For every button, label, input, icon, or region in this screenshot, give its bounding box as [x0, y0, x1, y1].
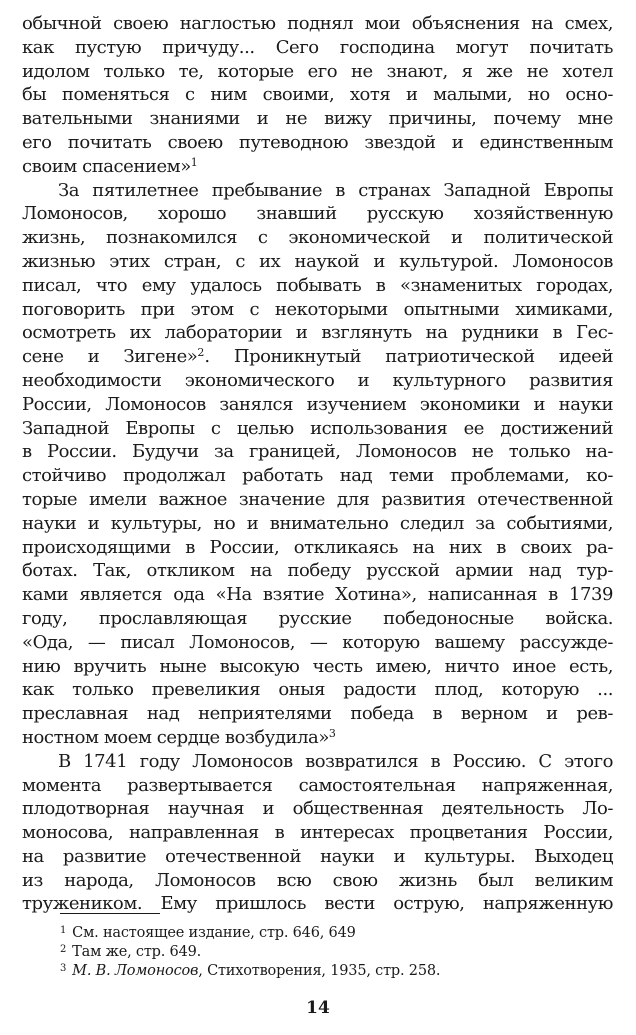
text-line: нию вручить ныне высокую честь имею, ничто иное есть, [22, 655, 613, 677]
text-line: вательными знаниями и не вижу причины, почему мне [22, 108, 613, 130]
text-line: как только превеликия оныя радости плод, которую ... [22, 679, 613, 701]
text-line: жизнью этих стран, с их наукой и культурой. Ломоносов [22, 250, 613, 272]
text-line: необходимости экономического и культурного развития [22, 369, 613, 391]
text-line: из народа, Ломоносов всю свою жизнь был великим [22, 869, 613, 891]
text-line [22, 345, 613, 369]
text-line: Ломоносов, хорошо знавший русскую хозяйственную [22, 203, 613, 225]
text-line: моносова, направленная в интересах процветания России, [22, 822, 613, 844]
footnote-ref: 1 [190, 155, 198, 169]
text-line: России, Ломоносов занялся изучением экономики и науки [22, 393, 613, 415]
text-line: на развитие отечественной науки и культуры. Выходец [22, 845, 613, 867]
text-fragment: . Проникнутый патриотической идеей [204, 346, 613, 368]
text-line [22, 155, 613, 179]
text-fragment: своим спасением» [22, 155, 191, 177]
text-line: в России. Будучи за границей, Ломоносов не только на- [22, 441, 613, 463]
footnote-mark: 2 [60, 944, 67, 955]
text-line: тружеником. Ему пришлось вести острую, напряженную [22, 893, 613, 915]
footnote-text: См. настоящее издание, стр. 646, 649 [72, 925, 356, 941]
footnote [60, 921, 620, 940]
text-line: как пустую причуду... Сего господина могут почитать [22, 36, 613, 58]
text-line: его почитать своею путеводною звездой и единственным [22, 131, 613, 153]
text-fragment: ностном моем сердце возбудила» [22, 726, 329, 748]
text-line: бы поменяться с ним своими, хотя и малыми, но осно- [22, 84, 613, 106]
text-line: Западной Европы с целью использования ее достижений [22, 417, 613, 439]
text-line: плодотворная научная и общественная деятельность Ло- [22, 798, 613, 820]
text-line: жизнь, познакомился с экономической и политической [22, 227, 613, 249]
footnote [60, 940, 620, 959]
footnote-mark: 3 [60, 963, 67, 974]
footnote-author: М. В. Ломоносов [72, 963, 199, 979]
page-number: 14 [306, 998, 330, 1018]
text-line: осмотреть их лаборатории и взглянуть на рудники в Гес- [22, 322, 613, 344]
footnote [60, 959, 620, 978]
footnotes [60, 921, 620, 978]
text-fragment: сене и Зигене» [22, 346, 198, 368]
text-line: науки и культуры, но и внимательно следил за событиями, [22, 512, 613, 534]
footnote-divider [60, 913, 160, 914]
footnote-text: , Стихотворения, 1935, стр. 258. [198, 963, 441, 979]
text-line: ками является ода «На взятие Хотина», написанная в 1739 [22, 584, 613, 606]
text-line: году, прославляющая русские победоносные войска. [22, 607, 613, 629]
text-line: момента развертывается самостоятельная напряженная, [22, 774, 613, 796]
text-line: торые имели важное значение для развития отечественной [22, 488, 613, 510]
body-text [22, 12, 613, 916]
footnote-text: Там же, стр. 649. [72, 944, 202, 960]
paragraph-start-line: В 1741 году Ломоносов возвратился в Россию. С этого [58, 750, 613, 772]
footnote-ref: 2 [197, 346, 205, 360]
text-line: стойчиво продолжал работать над теми проблемами, ко- [22, 465, 613, 487]
text-line: идолом только те, которые его не знают, я же не хотел [22, 60, 613, 82]
text-line: «Ода, — писал Ломоносов, — которую вашему рассужде- [22, 631, 613, 653]
text-line: поговорить при этом с некоторыми опытными химиками, [22, 298, 613, 320]
text-line: писал, что ему удалось побывать в «знаменитых городах, [22, 274, 613, 296]
text-line: ботах. Так, откликом на победу русской армии над тур- [22, 560, 613, 582]
text-line: преславная над неприятелями победа в верном и рев- [22, 703, 613, 725]
text-line: обычной своею наглостью поднял мои объяснения на смех, [22, 13, 613, 34]
text-line [22, 726, 613, 750]
paragraph-start-line: За пятилетнее пребывание в странах Западной Европы [58, 179, 613, 201]
text-line: происходящими в России, откликаясь на них в своих ра- [22, 536, 613, 558]
footnote-ref: 3 [328, 726, 336, 740]
footnote-mark: 1 [60, 925, 67, 936]
